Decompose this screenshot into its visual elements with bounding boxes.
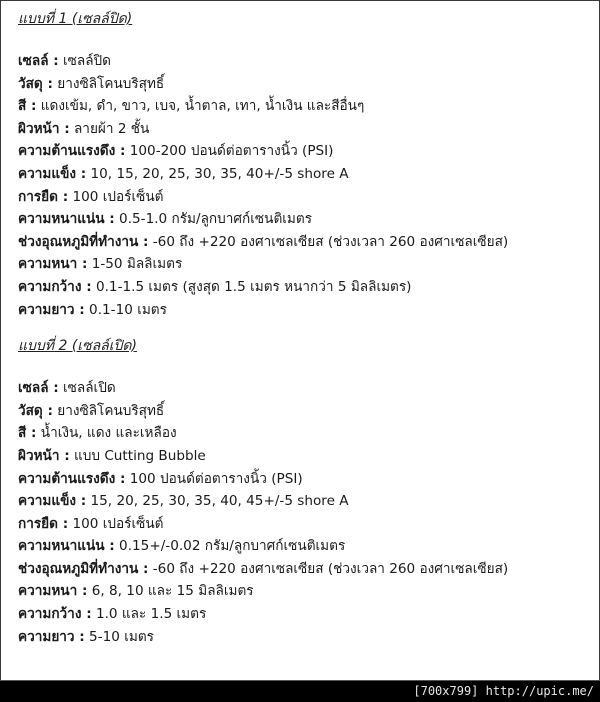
spec-label: ผิวหน้า : xyxy=(18,447,70,464)
spec-label: การยืด : xyxy=(18,515,69,532)
spec-value: ยางซิลิโคนบริสุทธิ์ xyxy=(52,75,165,92)
spec-content xyxy=(18,9,593,648)
spec-value: ลายผ้า 2 ชั้น xyxy=(69,120,150,137)
spec-row xyxy=(18,186,593,209)
spec-label: ความกว้าง : xyxy=(18,606,92,623)
spec-value: 1-50 มิลลิเมตร xyxy=(87,256,183,273)
spec-value: แบบ Cutting Bubble xyxy=(69,447,206,464)
spec-row xyxy=(18,580,593,603)
spec-label: วัสดุ : xyxy=(18,75,53,92)
spec-row xyxy=(18,50,593,73)
spec-value: 0.1-1.5 เมตร (สูงสุด 1.5 เมตร หนากว่า 5 มิลลิเมตร) xyxy=(91,278,412,295)
spec-value: 15, 20, 25, 30, 35, 40, 45+/-5 shore A xyxy=(86,493,349,510)
spec-row xyxy=(18,558,593,581)
image-host-stamp: [700x799] http://upic.me/ xyxy=(413,684,594,698)
spec-value: 6, 8, 10 และ 15 มิลลิเมตร xyxy=(87,583,254,600)
spec-section-1 xyxy=(18,9,593,321)
spec-value: 100 เปอร์เซ็นต์ xyxy=(68,515,164,532)
spec-label: ความหนาแน่น : xyxy=(18,538,115,555)
spec-row xyxy=(18,490,593,513)
spec-row xyxy=(18,445,593,468)
spec-value: -60 ถึง +220 องศาเซลเซียส (ช่วงเวลา 260 องศาเซลเซียส) xyxy=(148,233,509,250)
spec-label: ความหนา : xyxy=(18,583,88,600)
spec-row xyxy=(18,276,593,299)
spec-label: วัสดุ : xyxy=(18,402,53,419)
spec-value: 1.0 และ 1.5 เมตร xyxy=(91,606,207,623)
spec-row xyxy=(18,118,593,141)
spec-row xyxy=(18,400,593,423)
spec-row xyxy=(18,231,593,254)
spec-value: 5-10 เมตร xyxy=(84,628,154,645)
spec-value: 0.1-10 เมตร xyxy=(84,301,167,318)
spec-row xyxy=(18,468,593,491)
spec-row xyxy=(18,163,593,186)
spec-row xyxy=(18,603,593,626)
spec-label: ผิวหน้า : xyxy=(18,120,70,137)
section-heading: แบบที่ 2 (เซลล์เปิด) xyxy=(18,338,137,355)
spec-value: 10, 15, 20, 25, 30, 35, 40+/-5 shore A xyxy=(86,165,349,182)
spec-label: เซลล์ : xyxy=(18,53,59,69)
spec-value: 0.15+/-0.02 กรัม/ลูกบาศก์เซนติเมตร xyxy=(114,538,346,555)
spec-label: ความแข็ง : xyxy=(18,165,87,182)
spec-row xyxy=(18,626,593,649)
spec-label: ความหนา : xyxy=(18,256,88,273)
spec-label: การยืด : xyxy=(18,188,69,205)
spec-label: ความยาว : xyxy=(18,628,85,645)
spec-label: ความหนาแน่น : xyxy=(18,211,115,228)
spec-row xyxy=(18,422,593,445)
spec-value: 100 ปอนด์ต่อตารางนิ้ว (PSI) xyxy=(125,470,303,487)
spec-row xyxy=(18,253,593,276)
spec-label: ความต้านแรงดึง : xyxy=(18,143,126,160)
spec-row xyxy=(18,535,593,558)
spec-label: สี : xyxy=(18,98,37,115)
spec-row xyxy=(18,95,593,118)
spec-label: ช่วงอุณหภูมิที่ทำงาน : xyxy=(18,233,149,250)
spec-row xyxy=(18,208,593,231)
spec-section-2 xyxy=(18,336,593,648)
spec-label: สี : xyxy=(18,425,37,442)
spec-label: ความแข็ง : xyxy=(18,493,87,510)
spec-label: ช่วงอุณหภูมิที่ทำงาน : xyxy=(18,560,149,577)
spec-value: ยางซิลิโคนบริสุทธิ์ xyxy=(52,402,165,419)
spec-row xyxy=(18,377,593,400)
spec-value: เซลล์ปิด xyxy=(58,53,112,69)
spec-value: 100-200 ปอนด์ต่อตารางนิ้ว (PSI) xyxy=(125,143,334,160)
spec-value: เซลล์เปิด xyxy=(58,380,116,397)
spec-value: 100 เปอร์เซ็นต์ xyxy=(68,188,164,205)
spec-row xyxy=(18,73,593,96)
spec-row xyxy=(18,140,593,163)
spec-value: น้ำเงิน, แดง และเหลือง xyxy=(36,425,177,442)
spec-label: ความต้านแรงดึง : xyxy=(18,470,126,487)
spec-label: เซลล์ : xyxy=(18,380,59,397)
spec-label: ความยาว : xyxy=(18,301,85,318)
section-heading: แบบที่ 1 (เซลล์ปิด) xyxy=(18,11,133,27)
image-host-footer-bar xyxy=(0,680,600,702)
spec-label: ความกว้าง : xyxy=(18,278,92,295)
spec-value: 0.5-1.0 กรัม/ลูกบาศก์เซนติเมตร xyxy=(114,211,313,228)
spec-value: -60 ถึง +220 องศาเซลเซียส (ช่วงเวลา 260 องศาเซลเซียส) xyxy=(148,560,509,577)
spec-value: แดงเข้ม, ดำ, ขาว, เบจ, น้ำตาล, เทา, น้ำเงิน และสีอื่นๆ xyxy=(36,98,365,115)
spec-row xyxy=(18,299,593,322)
spec-row xyxy=(18,513,593,536)
